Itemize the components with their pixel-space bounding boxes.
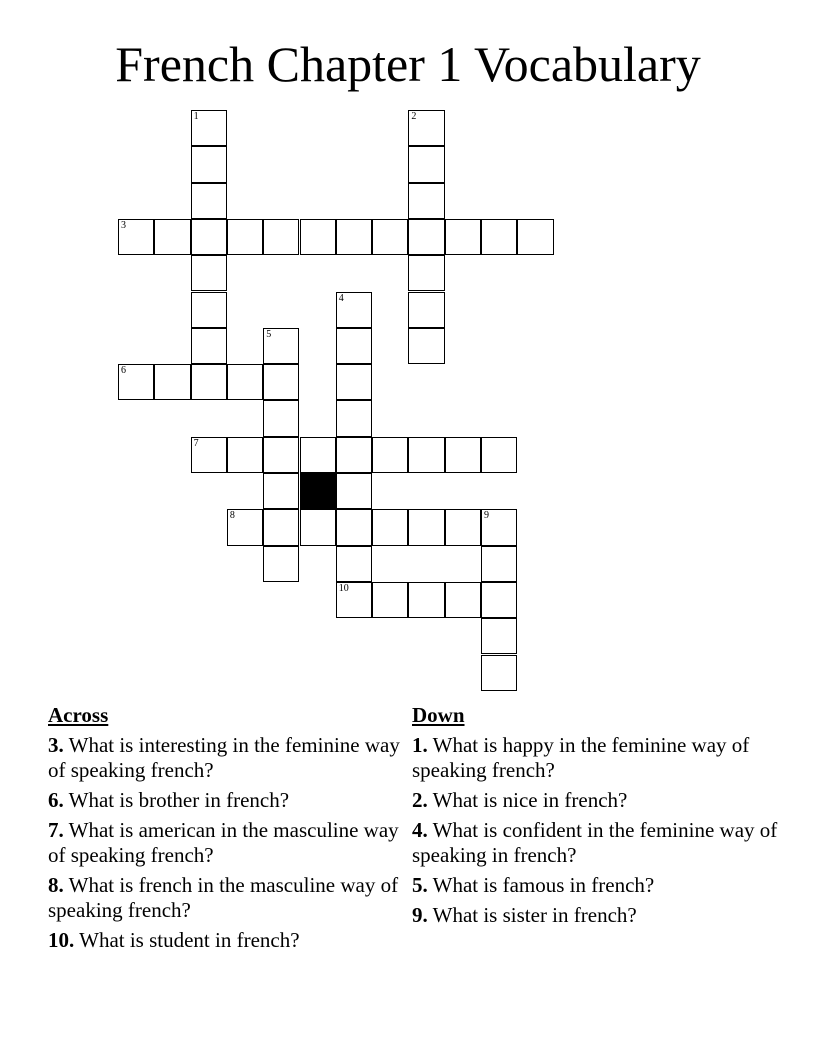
grid-cell[interactable] bbox=[227, 219, 263, 255]
grid-cell[interactable] bbox=[372, 582, 408, 618]
clue-text: What is student in french? bbox=[79, 928, 300, 952]
clue-down-4 bbox=[412, 818, 782, 868]
clue-number-label: 6 bbox=[121, 365, 126, 377]
clue-number-label: 2 bbox=[411, 111, 417, 122]
grid-cell[interactable] bbox=[263, 328, 299, 364]
grid-cell[interactable] bbox=[263, 364, 299, 400]
clue-number: 10. bbox=[48, 928, 75, 952]
grid-cell[interactable] bbox=[445, 437, 481, 473]
clue-number: 7. bbox=[48, 818, 64, 842]
clue-across-10 bbox=[48, 928, 410, 953]
grid-cell[interactable] bbox=[191, 110, 227, 146]
grid-cell[interactable] bbox=[336, 292, 372, 328]
grid-cell[interactable] bbox=[336, 364, 372, 400]
clue-number: 1. bbox=[412, 733, 428, 757]
grid-cell[interactable] bbox=[408, 219, 444, 255]
grid-cell[interactable] bbox=[336, 400, 372, 436]
down-clues bbox=[412, 703, 782, 933]
grid-cell[interactable] bbox=[263, 546, 299, 582]
grid-cell[interactable] bbox=[336, 219, 372, 255]
clue-down-9 bbox=[412, 903, 782, 928]
grid-cell[interactable] bbox=[372, 509, 408, 545]
clue-number-label: 9 bbox=[484, 510, 489, 522]
grid-cell[interactable] bbox=[481, 509, 517, 545]
grid-cell[interactable] bbox=[481, 618, 517, 654]
clue-number: 5. bbox=[412, 873, 428, 897]
clue-down-1 bbox=[412, 733, 782, 783]
grid-cell[interactable] bbox=[408, 146, 444, 182]
grid-cell[interactable] bbox=[408, 328, 444, 364]
grid-cell[interactable] bbox=[517, 219, 553, 255]
grid-cell[interactable] bbox=[263, 509, 299, 545]
grid-cell[interactable] bbox=[191, 364, 227, 400]
clue-text: What is sister in french? bbox=[432, 903, 637, 927]
black-square bbox=[300, 473, 336, 509]
grid-cell[interactable] bbox=[408, 582, 444, 618]
across-clues bbox=[48, 703, 410, 958]
grid-cell[interactable] bbox=[154, 364, 190, 400]
clue-number-label: 3 bbox=[121, 219, 126, 231]
grid-cell[interactable] bbox=[263, 219, 299, 255]
clue-text: What is happy in the feminine way of speaking french? bbox=[412, 733, 750, 782]
grid-cell[interactable] bbox=[191, 328, 227, 364]
grid-cell[interactable] bbox=[191, 219, 227, 255]
grid-cell[interactable] bbox=[154, 219, 190, 255]
clue-across-8 bbox=[48, 873, 410, 923]
clue-text: What is brother in french? bbox=[68, 788, 290, 812]
clue-number: 6. bbox=[48, 788, 64, 812]
grid-cell[interactable] bbox=[191, 255, 227, 291]
grid-cell[interactable] bbox=[336, 509, 372, 545]
grid-cell[interactable] bbox=[263, 437, 299, 473]
clue-text: What is nice in french? bbox=[432, 788, 628, 812]
grid-cell[interactable] bbox=[263, 473, 299, 509]
grid-cell[interactable] bbox=[227, 437, 263, 473]
clue-across-7 bbox=[48, 818, 410, 868]
grid-cell[interactable] bbox=[408, 292, 444, 328]
clue-text: What is french in the masculine way of speaking french? bbox=[48, 873, 399, 922]
clue-number: 3. bbox=[48, 733, 64, 757]
grid-cell[interactable] bbox=[408, 110, 444, 146]
clue-down-2 bbox=[412, 788, 782, 813]
grid-cell[interactable] bbox=[336, 546, 372, 582]
clue-number: 4. bbox=[412, 818, 428, 842]
across-heading: Across bbox=[48, 703, 109, 727]
clue-number-label: 1 bbox=[193, 111, 199, 122]
clue-text: What is confident in the feminine way of speaking in french? bbox=[412, 818, 778, 867]
grid-cell[interactable] bbox=[227, 364, 263, 400]
clue-number: 8. bbox=[48, 873, 64, 897]
grid-cell[interactable] bbox=[481, 437, 517, 473]
clue-number: 2. bbox=[412, 788, 428, 812]
grid-cell[interactable] bbox=[263, 400, 299, 436]
grid-cell[interactable] bbox=[336, 473, 372, 509]
grid-cell[interactable] bbox=[445, 509, 481, 545]
clue-text: What is american in the masculine way of speaking french? bbox=[48, 818, 399, 867]
grid-cell[interactable] bbox=[481, 546, 517, 582]
grid-cell[interactable] bbox=[118, 219, 154, 255]
grid-cell[interactable] bbox=[408, 437, 444, 473]
grid-cell[interactable] bbox=[300, 509, 336, 545]
grid-cell[interactable] bbox=[300, 437, 336, 473]
grid-cell[interactable] bbox=[481, 655, 517, 691]
grid-cell[interactable] bbox=[408, 509, 444, 545]
grid-cell[interactable] bbox=[191, 292, 227, 328]
grid-cell[interactable] bbox=[445, 219, 481, 255]
grid-cell[interactable] bbox=[191, 146, 227, 182]
clue-text: What is interesting in the feminine way of speaking french? bbox=[48, 733, 400, 782]
grid-cell[interactable] bbox=[336, 328, 372, 364]
grid-cell[interactable] bbox=[408, 183, 444, 219]
clue-number: 9. bbox=[412, 903, 428, 927]
clue-number-label: 8 bbox=[229, 510, 235, 522]
clue-number-label: 5 bbox=[266, 328, 272, 340]
clue-number-label: 4 bbox=[338, 292, 344, 304]
clue-text: What is famous in french? bbox=[432, 873, 655, 897]
grid-cell[interactable] bbox=[191, 437, 227, 473]
grid-cell[interactable] bbox=[445, 582, 481, 618]
clue-across-6 bbox=[48, 788, 410, 813]
grid-cell[interactable] bbox=[372, 437, 408, 473]
grid-cell[interactable] bbox=[227, 509, 263, 545]
clue-number-label: 7 bbox=[193, 437, 199, 449]
grid-cell[interactable] bbox=[336, 437, 372, 473]
clue-number-label: 10 bbox=[338, 582, 349, 594]
grid-cell[interactable] bbox=[118, 364, 154, 400]
grid-cell[interactable] bbox=[372, 219, 408, 255]
grid-cell[interactable] bbox=[191, 183, 227, 219]
down-heading: Down bbox=[412, 703, 465, 727]
grid-cell[interactable] bbox=[481, 219, 517, 255]
clue-down-5 bbox=[412, 873, 782, 898]
grid-cell[interactable] bbox=[300, 219, 336, 255]
grid-cell[interactable] bbox=[336, 582, 372, 618]
puzzle-title: French Chapter 1 Vocabulary bbox=[115, 36, 701, 92]
clue-across-3 bbox=[48, 733, 410, 783]
grid-cell[interactable] bbox=[408, 255, 444, 291]
grid-cell[interactable] bbox=[481, 582, 517, 618]
